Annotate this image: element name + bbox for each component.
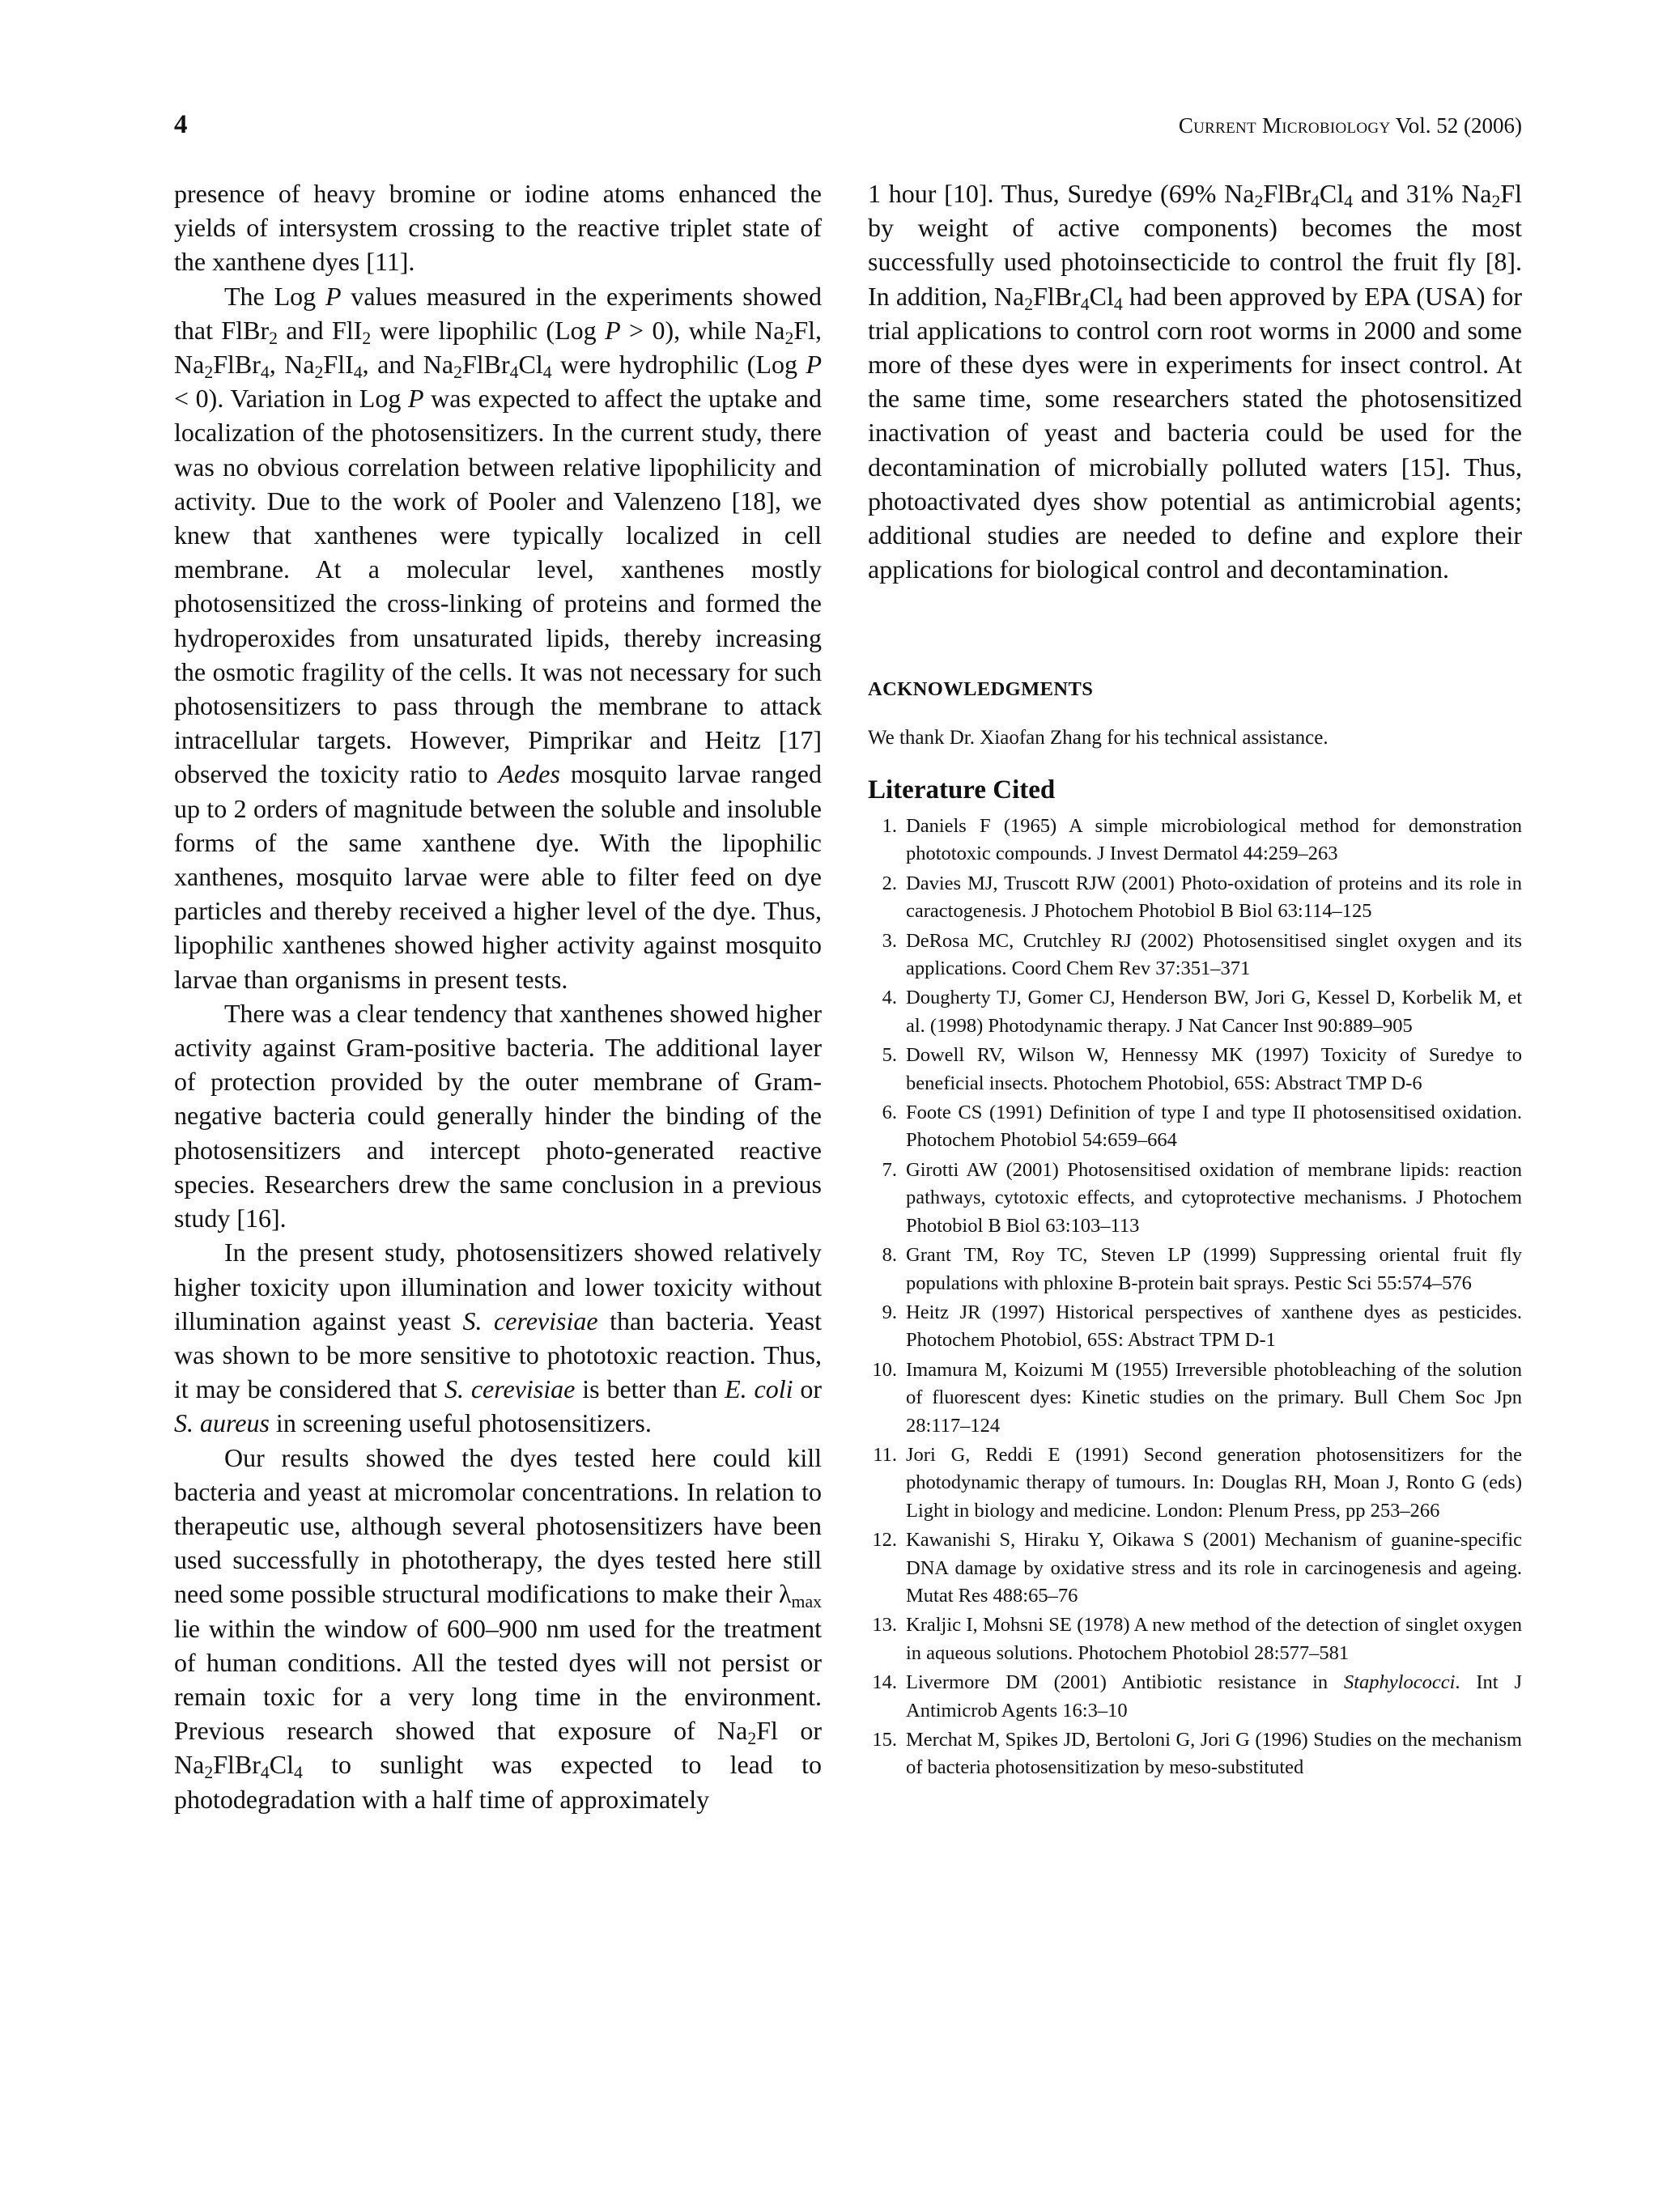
reference-text: Kawanishi S, Hiraku Y, Oikawa S (2001) Mechanism of guanine-specific DNA damage by oxidative stress and its role in carcinogenesis and ageing. Mutat Res 488:65–76 <box>906 1529 1522 1607</box>
reference-number: 5. <box>882 1044 897 1067</box>
reference-text: Jori G, Reddi E (1991) Second generation photosensitizers for the photodynamic therapy of tumours. In: Douglas RH, Moan J, Ronto G (eds) Light in biology and medicine. London: Plenum Press, pp 253–266 <box>906 1443 1522 1522</box>
reference-text: Dowell RV, Wilson W, Hennessy MK (1997) Toxicity of Suredye to beneficial insects. Photochem Photobiol, 65S: Abstract TMP D-6 <box>906 1044 1522 1094</box>
left-column <box>174 176 822 1816</box>
reference-item <box>868 1356 1522 1440</box>
reference-text: Kraljic I, Mohsni SE (1978) A new method of the detection of singlet oxygen in aqueous solutions. Photochem Photobiol 28:577–581 <box>906 1614 1522 1664</box>
reference-item <box>868 984 1522 1040</box>
reference-item <box>868 1099 1522 1155</box>
paragraph: In the present study, photosensitizers showed relatively higher toxicity upon illumination and lower toxicity without illumination against yeast S. cerevisiae than bacteria. Yeast was shown to be more sensitive to phototoxic reaction. Thus, it may be considered that S. cerevisiae is better than E. coli or S. aureus in screening useful photosensitizers. <box>174 1238 823 1438</box>
reference-text: Dougherty TJ, Gomer CJ, Henderson BW, Jori G, Kessel D, Korbelik M, et al. (1998) Photodynamic therapy. J Nat Cancer Inst 90:889–905 <box>906 987 1522 1037</box>
reference-text: Livermore DM (2001) Antibiotic resistance in Staphylococci. Int J Antimicrob Agents 16:3–10 <box>906 1671 1522 1722</box>
reference-item <box>868 1441 1522 1525</box>
paragraph: Our results showed the dyes tested here could kill bacteria and yeast at micromolar concentrations. In relation to therapeutic use, although several photosensitizers have been used successfully in phototherapy, the dyes tested here still need some possible structural modifications to make their $\lambda_{max}$ lie within the window of 600–900 nm used for the treatment of human conditions. All the tested dyes will not persist or remain toxic for a very long time in the environment. Previous research showed that exposure of $Na_2Fl$ or $Na_2FlBr_4Cl_4$ to sunlight was expected to lead to photodegradation with a half time of approximately <box>174 1442 823 1814</box>
page-number: 4 <box>174 110 188 139</box>
running-header <box>174 110 1522 151</box>
right-column <box>868 176 1522 586</box>
literature-cited-heading: Literature Cited <box>868 775 1056 805</box>
reference-number: 11. <box>873 1443 897 1466</box>
reference-number: 12. <box>872 1529 897 1552</box>
reference-text: Daniels F (1965) A simple microbiological method for demonstration phototoxic compounds. J Invest Dermatol 44:259–263 <box>906 815 1522 865</box>
paragraph: There was a clear tendency that xanthenes showed higher activity against Gram-positive bacteria. The additional layer of protection provided by the outer membrane of Gram-negative bacteria could generally hinder the binding of the photosensitizers and intercept photo-generated reactive species. Researchers drew the same conclusion in a previous study [16]. <box>174 998 822 1233</box>
reference-item <box>868 1042 1522 1098</box>
reference-item <box>868 870 1522 926</box>
reference-item <box>868 1726 1522 1782</box>
reference-item <box>868 928 1522 983</box>
reference-list <box>868 813 1522 1784</box>
reference-number: 4. <box>882 987 897 1009</box>
reference-number: 10. <box>872 1358 897 1381</box>
paragraph: presence of heavy bromine or iodine atoms enhanced the yields of intersystem crossing to the reactive triplet state of the xanthene dyes [11]. <box>174 179 822 277</box>
reference-number: 9. <box>882 1301 897 1323</box>
reference-number: 8. <box>882 1244 897 1267</box>
reference-item <box>868 1299 1522 1355</box>
reference-item <box>868 1669 1522 1725</box>
journal-volume: Vol. 52 (2006) <box>1395 113 1522 138</box>
acknowledgments-text: We thank Dr. Xiaofan Zhang for his technical assistance. <box>868 727 1329 749</box>
reference-text: Heitz JR (1997) Historical perspectives of xanthene dyes as pesticides. Photochem Photobiol, 65S: Abstract TPM D-1 <box>906 1301 1522 1352</box>
reference-item <box>868 1526 1522 1610</box>
reference-text: Grant TM, Roy TC, Steven LP (1999) Suppressing oriental fruit fly populations with phloxine B-protein bait sprays. Pestic Sci 55:574–576 <box>906 1244 1522 1294</box>
paragraph: 1 hour [10]. Thus, Suredye (69% $Na_2FlBr_4Cl_4$ and 31% $Na_2Fl$ by weight of active components) becomes the most successfully used photoinsecticide to control the fruit fly [8]. In addition, $Na_2FlBr_4Cl_4$ had been approved by EPA (USA) for trial applications to control corn root worms in 2000 and some more of these dyes were in experiments for insect control. At the same time, some researchers stated the photosensitized inactivation of yeast and bacteria could be used for the decontamination of microbially polluted waters [15]. Thus, photoactivated dyes show potential as antimicrobial agents; additional studies are needed to define and explore their applications for biological control and decontamination. <box>868 179 1523 584</box>
reference-text: Imamura M, Koizumi M (1955) Irreversible photobleaching of the solution of fluorescent dyes: Kinetic studies on the primary. Bull Chem Soc Jpn 28:117–124 <box>906 1358 1522 1437</box>
reference-item <box>868 1157 1522 1240</box>
reference-item <box>868 1611 1522 1667</box>
reference-text: Girotti AW (2001) Photosensitised oxidation of membrane lipids: reaction pathways, cytotoxic effects, and cytoprotective mechanisms. J Photochem Photobiol B Biol 63:103–113 <box>906 1158 1522 1237</box>
reference-number: 6. <box>882 1102 897 1124</box>
reference-text: Merchat M, Spikes JD, Bertoloni G, Jori G (1996) Studies on the mechanism of bacteria photosensitization by meso-substituted <box>906 1729 1522 1779</box>
journal-name: Current Microbiology <box>1178 113 1391 138</box>
reference-number: 13. <box>872 1614 897 1637</box>
reference-item <box>868 813 1522 868</box>
reference-number: 1. <box>882 815 897 837</box>
reference-item <box>868 1242 1522 1297</box>
reference-text: DeRosa MC, Crutchley RJ (2002) Photosensitised singlet oxygen and its applications. Coord Chem Rev 37:351–371 <box>906 929 1522 980</box>
reference-number: 14. <box>872 1671 897 1694</box>
paragraph: The Log P values measured in the experiments showed that FlBr$_2$ and FlI$_2$ were lipophilic (Log P > 0), while $Na_2Fl$, $Na_2FlBr_4$, $Na_2FlI_4$, and $Na_2FlBr_4Cl_4$ were hydrophilic (Log P < 0). Variation in Log P was expected to affect the uptake and localization of the photosensitizers. In the current study, there was no obvious correlation between relative lipophilicity and activity. Due to the work of Pooler and Valenzeno [18], we knew that xanthenes were typically localized in cell membrane. At a molecular level, xanthenes mostly photosensitized the cross-linking of proteins and formed the hydroperoxides from unsaturated lipids, thereby increasing the osmotic fragility of the cells. It was not necessary for such photosensitizers to pass through the membrane to attack intracellular targets. However, Pimprikar and Heitz [17] observed the toxicity ratio to Aedes mosquito larvae ranged up to 2 orders of magnitude between the soluble and insoluble forms of the same xanthene dye. With the lipophilic xanthenes, mosquito larvae were able to filter feed on dye particles and thereby received a higher level of the dye. Thus, lipophilic xanthenes showed higher activity against mosquito larvae than organisms in present tests. <box>174 281 823 994</box>
reference-number: 15. <box>872 1729 897 1751</box>
reference-text: Davies MJ, Truscott RJW (2001) Photo-oxidation of proteins and its role in caractogenesis. J Photochem Photobiol B Biol 63:114–125 <box>906 872 1522 923</box>
reference-number: 7. <box>882 1158 897 1181</box>
reference-number: 2. <box>882 872 897 894</box>
journal-citation <box>1179 113 1522 138</box>
reference-text: Foote CS (1991) Definition of type I and type II photosensitised oxidation. Photochem Photobiol 54:659–664 <box>906 1102 1522 1152</box>
acknowledgments-heading: ACKNOWLEDGMENTS <box>868 678 1094 700</box>
reference-number: 3. <box>882 929 897 952</box>
